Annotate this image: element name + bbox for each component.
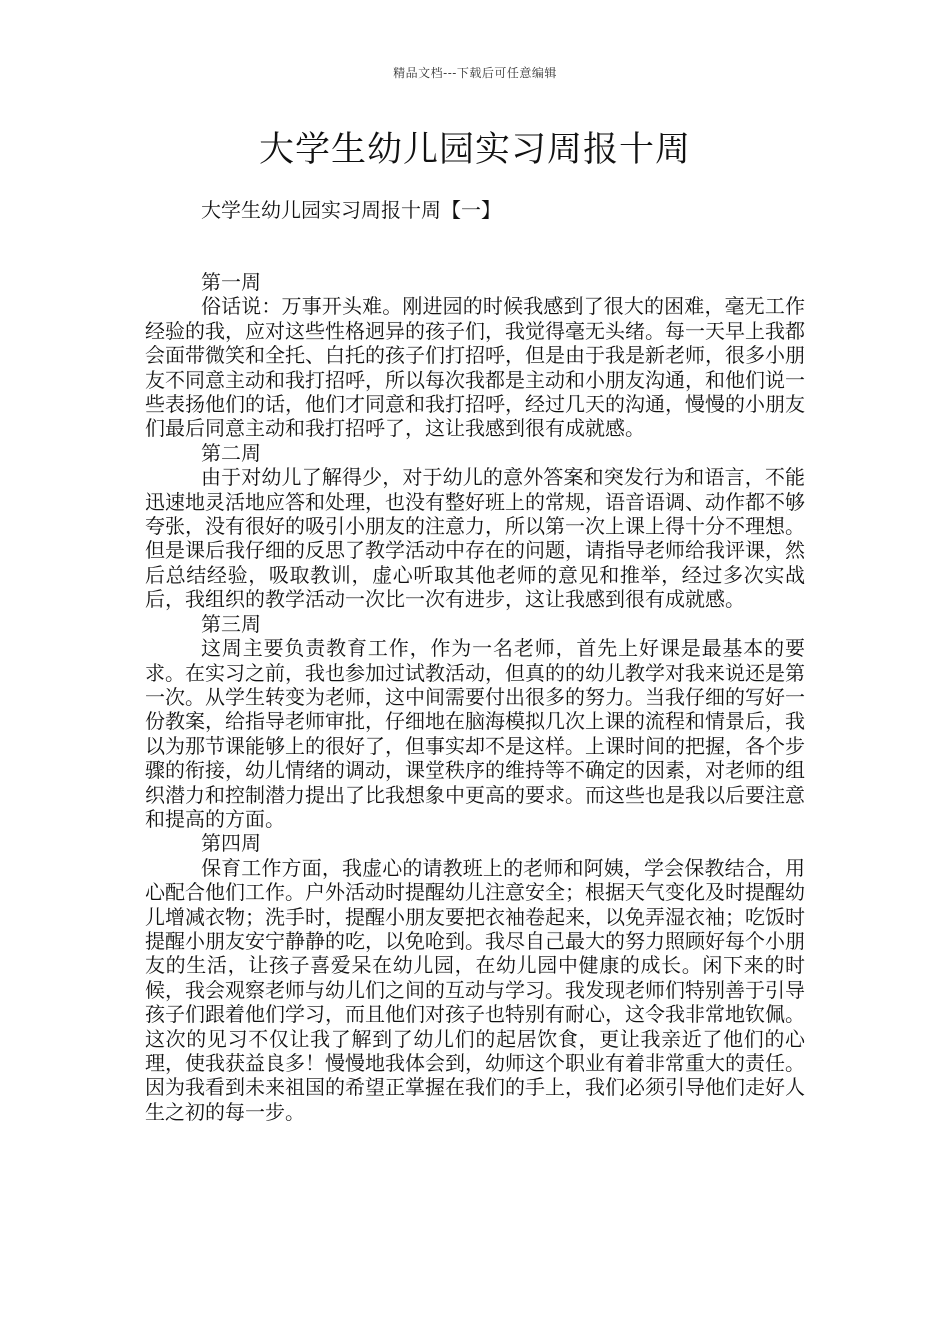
document-title: 大学生幼儿园实习周报十周 bbox=[258, 130, 691, 170]
week-2-heading: 第二周 bbox=[201, 440, 261, 465]
document-body bbox=[145, 198, 805, 1124]
week-3-heading: 第三周 bbox=[201, 611, 261, 636]
document-subtitle: 大学生幼儿园实习周报十周【一】 bbox=[201, 198, 501, 222]
week-4-paragraph: 保育工作方面，我虚心的请教班上的老师和阿姨，学会保教结合，用心配合他们工作。户外活动时提醒幼儿注意安全；根据天气变化及时提醒幼儿增减衣物；洗手时，提醒小朋友要把衣袖卷起来，以免弄湿衣袖；吃饭时提醒小朋友安宁静静的吃，以免呛到。我尽自己最大的努力照顾好每个小朋友的生活，让孩子喜爱呆在幼儿园，在幼儿园中健康的成长。闲下来的时候，我会观察老师与幼儿们之间的互动与学习。我发现老师们特别善于引导孩子们跟着他们学习，而且他们对孩子也特别有耐心，这令我非常地钦佩。这次的见习不仅让我了解到了幼儿们的起居饮食，更让我亲近了他们的心理，使我获益良多！慢慢地我体会到，幼师这个职业有着非常重大的责任。因为我看到未来祖国的希望正掌握在我们的手上，我们必须引导他们走好人生之初的每一步。 bbox=[145, 855, 805, 1124]
week-4-heading: 第四周 bbox=[201, 831, 261, 856]
week-1-heading: 第一周 bbox=[201, 270, 261, 294]
week-1-paragraph: 俗话说：万事开头难。刚进园的时候我感到了很大的困难，毫无工作经验的我，应对这些性格迥异的孩子们，我觉得毫无头绪。每一天早上我都会面带微笑和全托、白托的孩子们打招呼，但是由于我是新老师，很多小朋友不同意主动和我打招呼，所以每次我都是主动和小朋友沟通，和他们说一些表扬他们的话，他们才同意和我打招呼，经过几天的沟通，慢慢的小朋友们最后同意主动和我打招呼了，这让我感到很有成就感。 bbox=[145, 294, 805, 441]
page-header: 精品文档---下载后可任意编辑 bbox=[393, 66, 557, 80]
week-2-paragraph: 由于对幼儿了解得少，对于幼儿的意外答案和突发行为和语言，不能迅速地灵活地应答和处理，也没有整好班上的常规，语音语调、动作都不够夸张，没有很好的吸引小朋友的注意力，所以第一次上课上得十分不理想。但是课后我仔细的反思了教学活动中存在的问题，请指导老师给我评课，然后总结经验，吸取教训，虚心听取其他老师的意见和推举，经过多次实战后，我组织的教学活动一次比一次有进步，这让我感到很有成就感。 bbox=[145, 465, 805, 612]
week-3-paragraph: 这周主要负责教育工作，作为一名老师，首先上好课是最基本的要求。在实习之前，我也参加过试教活动，但真的的幼儿教学对我来说还是第一次。从学生转变为老师，这中间需要付出很多的努力。当我仔细的写好一份教案，给指导老师审批，仔细地在脑海模拟几次上课的流程和情景后，我以为那节课能够上的很好了，但事实却不是这样。上课时间的把握，各个步骤的衔接，幼儿情绪的调动，课堂秩序的维持等不确定的因素，对老师的组织潜力和控制潜力提出了比我想象中更高的要求。而这些也是我以后要注意和提高的方面。 bbox=[145, 636, 805, 831]
section-spacer bbox=[145, 222, 805, 270]
